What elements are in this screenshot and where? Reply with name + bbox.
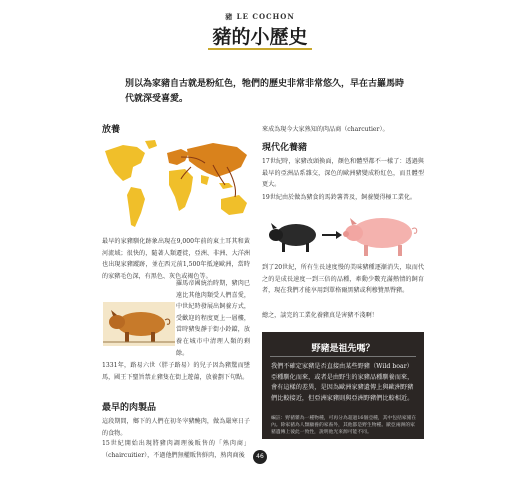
black-pig-illustration: [269, 223, 316, 252]
lead-paragraph: 別以為家豬自古就是粉紅色，牠們的歷史非常非常悠久，早在古羅馬時代就深受喜愛。: [125, 79, 405, 104]
section-heading-domestication: 放養: [102, 125, 121, 135]
paragraph: 羅馬帝國統治時期，豬肉已遠比其他肉類受人們喜愛，中世紀時發展出飼養方式，受歡迎的程度更上一層樓，當時豬隻靜于街小鈴鐺，放養在城市中清理人類的剩餘。: [176, 280, 250, 357]
info-box-divider: [270, 356, 416, 357]
paragraph: 19世紀由於做為豬食的馬鈴薯普及，飼養變得極工業化。: [262, 194, 417, 201]
section-heading-modern: 現代化養豬: [262, 143, 308, 153]
page-title: 豬的小歷史: [212, 26, 308, 48]
paragraph: 到了20世紀，所有生長速度慢的美味豬種逐漸消失，取而代之的是成長速度一到三倍的品種，牽動少數充滿熱情的飼育者，現在我們才能享用到單格爾黑豬或利穆贊黑臀豬。: [262, 264, 424, 295]
pig-evolution-illustration: [264, 213, 424, 259]
paragraph: 17世紀時，家豬改頭換面，顏色和體型都不一樣了：透過與最早的亞洲品系雜交，深色的歐洲豬變成粉紅色，而且體型更大。: [262, 158, 424, 189]
paragraph: 1331年，路易六世（胖子路易）的兒子因為豬驚而墜馬，國王下聖旨禁止豬隻在街上遊蕩，放養劃下句點。: [102, 362, 250, 381]
world-map-illustration: [101, 137, 253, 235]
title-underline: [208, 48, 312, 50]
section-heading-meat: 最早的肉製品: [102, 403, 157, 413]
info-box-note: 編註：野豬雜為一種物種，可再分為超過16個亞種，其中包括家豬在內。除家豬為人類顧養的家畜外，其他都是野生物種。歐亞兩洲的家豬遺傳上彼此一致性，說明他光來源可能不同。: [271, 416, 417, 435]
info-box: [262, 332, 424, 439]
arrow-icon: [322, 231, 342, 239]
paragraph: 來成為現今大家熟知的肉品商（charcutier）。: [262, 126, 389, 133]
paragraph: 這段期間，鄉下的人們在初冬宰豬醃肉，做為嚴寒日子的食物。: [102, 418, 250, 437]
pink-pig-illustration: [343, 218, 417, 256]
paragraph: 總之，談完的工業化養豬真是害豬不淺啊！: [262, 312, 378, 319]
info-box-title: 野豬是祖先嗎？: [311, 344, 375, 354]
paragraph: 15世紀開始出現將豬肉調理後販售的「熟肉商」（chaircuitier），不過他們無權販售鮮肉，熟肉商後: [102, 440, 250, 459]
paragraph: 最早的家豬馴化跡象出現在9,000年前的東土耳其和黃河流域；很快的，隨著人類遷徙，亞洲、非洲、大洋洲也出現家豬蹤跡，並在西元前1,500年抵達歐洲，當時的家豬毛色深，有黑色、灰色或褐色等。: [102, 238, 250, 280]
running-head: 豬 LE COCHON: [225, 12, 295, 21]
page-number: 46: [253, 450, 267, 464]
pig-engraving-illustration: [103, 302, 175, 346]
info-box-body: 我們不確定家豬是否直接由某些野豬（Wild boar）亞種馴化而來，或者是由野生的家豬品種馴養而來，會有這樣的差異，是因為歐洲家豬遺傳上與歐洲野豬們比較接近，但亞洲家豬則與亞洲野豬們比較相近。: [271, 363, 414, 402]
